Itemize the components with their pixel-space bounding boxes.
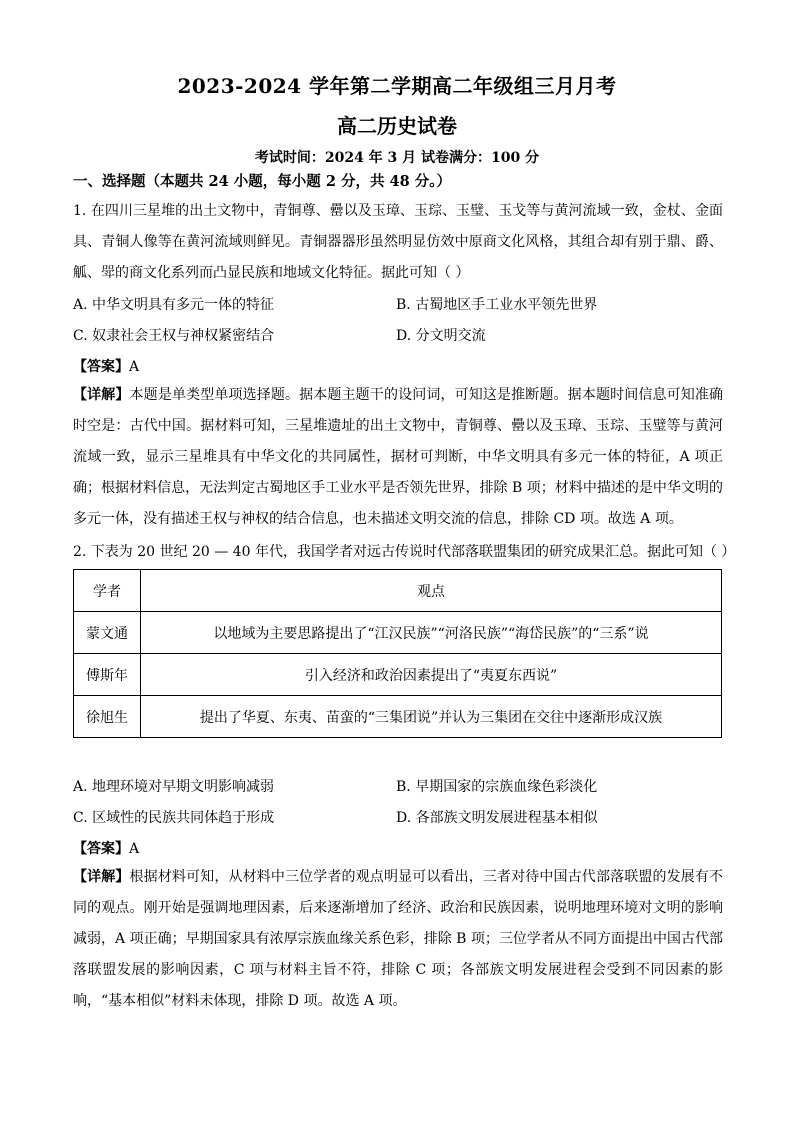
table-cell: 蒙文通 [74, 612, 141, 654]
detail-label: 【详解】 [73, 387, 130, 403]
table-row [74, 654, 722, 696]
table-cell: 以地域为主要思路提出了“江汉民族”“河洛民族”“海岱民族”的“三系”说 [141, 612, 722, 654]
answer-label: 【答案】 [73, 841, 129, 857]
detail-text: 根据材料可知，从材料中三位学者的观点明显可以看出，三者对待中国古代部落联盟的发展有不同的观点。刚开始是强调地理因素，后来逐渐增加了经济、政治和民族因素，说明地理环境对文明的影响减弱，A 项正确；早期国家具有浓厚宗族血缘关系色彩，排除 B 项；三位学者从不同方面提出中国古代部落联盟发展的影响因素，C 项与材料主旨不符，排除 C 项；各部族文明发展进程会受到不同因素的影响，“基本相似”材料未体现，排除 D 项。故选 A 项。 [73, 869, 724, 1009]
question-2-option-c: C. 区域性的民族共同体趋于形成 [73, 810, 275, 826]
table-row [74, 612, 722, 654]
question-2-stem: 2. 下表为 20 世纪 20 — 40 年代，我国学者对远古传说时代部落联盟集团的研究成果汇总。据此可知（ ） [73, 544, 736, 560]
table-cell: 引入经济和政治因素提出了“夷夏东西说” [141, 654, 722, 696]
table-header-row [74, 570, 722, 612]
answer-label: 【答案】 [73, 359, 129, 375]
question-2-option-b: B. 早期国家的宗族血缘色彩淡化 [396, 779, 598, 795]
detail-label: 【详解】 [73, 869, 130, 885]
scholars-table [73, 569, 722, 738]
exam-title: 2023-2024 学年第二学期高二年级组三月月考 [177, 74, 617, 98]
table-cell: 提出了华夏、东夷、苗蛮的“三集团说”并认为三集团在交往中逐渐形成汉族 [141, 696, 722, 738]
section-heading: 一、选择题（本题共 24 小题，每小题 2 分，共 48 分。） [73, 173, 451, 190]
question-1-option-b: B. 古蜀地区手工业水平领先世界 [396, 297, 598, 313]
detail-text: 本题是单类型单项选择题。据本题主题干的设问词，可知这是推断题。据本题时间信息可知准确时空是：古代中国。据材料可知，三星堆遗址的出土文物中，青铜尊、罍以及玉璋、玉琮、玉璧等与黄河流域一致，显示三星堆具有中华文化的共同属性，据材可判断，中华文明具有多元一体的特征，A 项正确；根据材料信息，无法判定古蜀地区手工业水平是否领先世界，排除 B 项；材料中描述的是中华文明的多元一体，没有描述王权与神权的结合信息，也未描述文明交流的信息，排除 CD 项。故选 A 项。 [73, 387, 724, 527]
table-row [74, 696, 722, 738]
question-1-option-c: C. 奴隶社会王权与神权紧密结合 [73, 328, 275, 344]
table-cell: 傅斯年 [74, 654, 141, 696]
question-1-detail [73, 380, 723, 535]
question-1-answer [73, 356, 139, 376]
question-2-option-a: A. 地理环境对早期文明影响减弱 [73, 779, 275, 795]
exam-subtitle: 高二历史试卷 [337, 114, 457, 138]
question-2-answer [73, 838, 139, 858]
question-2-option-d: D. 各部族文明发展进程基本相似 [396, 810, 598, 826]
table-header-cell: 观点 [141, 570, 722, 612]
question-2-detail [73, 862, 723, 1017]
question-1-option-d: D. 分文明交流 [396, 328, 486, 344]
table-header-cell: 学者 [74, 570, 141, 612]
answer-value: A [129, 359, 140, 375]
question-1-option-a: A. 中华文明具有多元一体的特征 [73, 297, 275, 313]
question-1-stem: 1. 在四川三星堆的出土文物中，青铜尊、罍以及玉璋、玉琮、玉璧、玉戈等与黄河流域一致，金杖、金面具、青铜人像等在黄河流域则鲜见。青铜器器形虽然明显仿效中原商文化风格，其组合却有别于鼎、爵、觚、斝的商文化系列而凸显民族和地域文化特征。据此可知（ ） [73, 203, 723, 281]
exam-meta: 考试时间：2024 年 3 月 试卷满分：100 分 [254, 150, 540, 166]
answer-value: A [129, 841, 140, 857]
table-cell: 徐旭生 [74, 696, 141, 738]
